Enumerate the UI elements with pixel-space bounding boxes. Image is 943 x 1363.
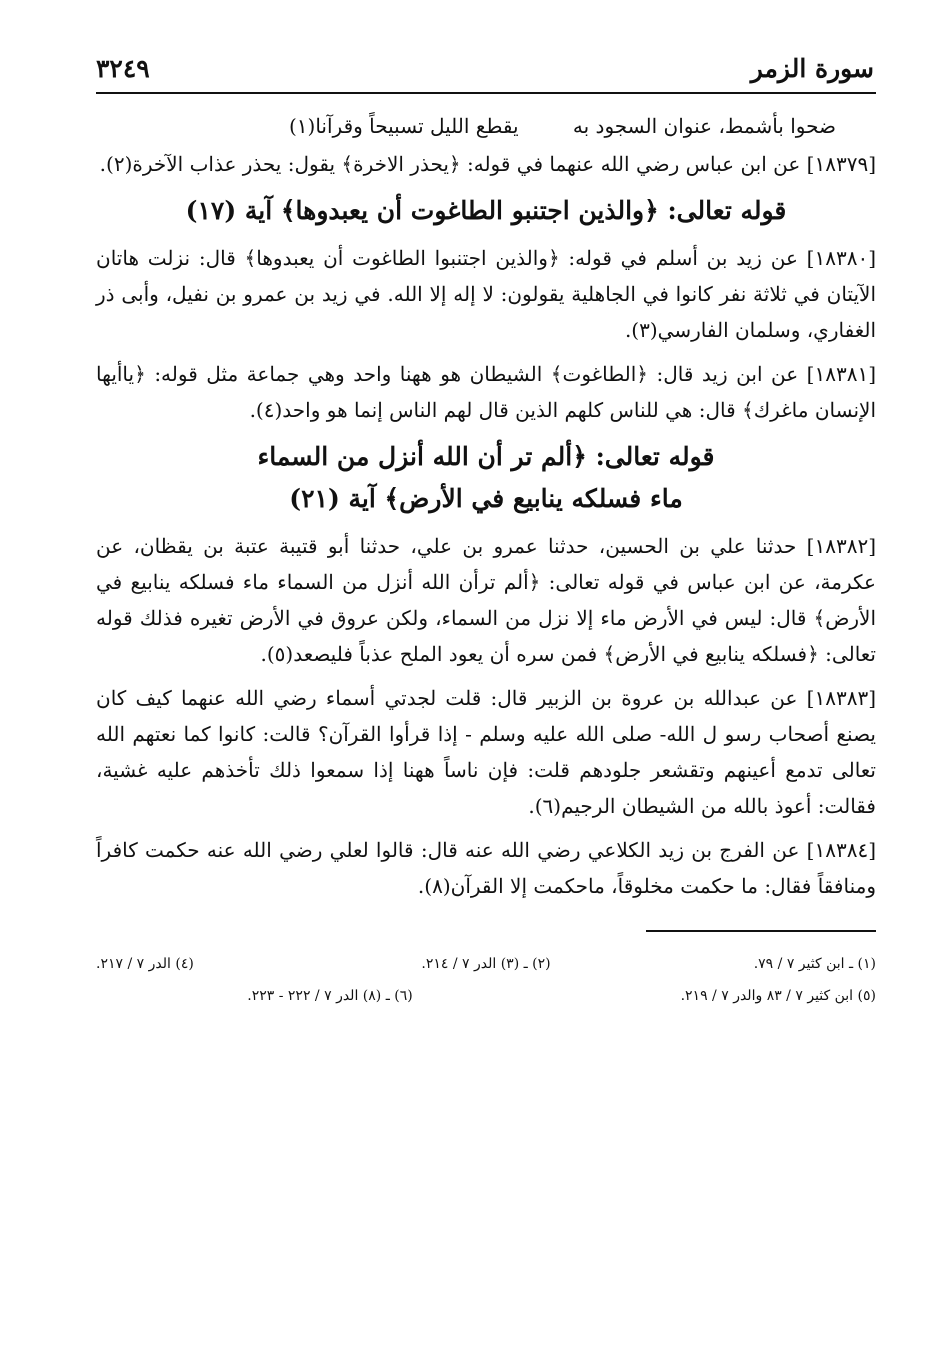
book-page [96,48,876,1328]
hadith-18379: [١٨٣٧٩] عن ابن عباس رضي الله عنهما في قوله: ﴿يحذر الاخرة﴾ يقول: يحذر عذاب الآخرة(٢). [99,152,876,176]
heading-line-1: قوله تعالى: ﴿ألم تر أن الله أنزل من السماء [257,442,715,471]
section-heading-verse-17: قوله تعالى: ﴿والذين اجتنبو الطاغوت أن يعبدوها﴾ آية (١٧) [185,196,787,225]
poem-verse [96,108,876,144]
page-header [96,48,876,94]
hadith-18381: [١٨٣٨١] عن ابن زيد قال: ﴿الطاغوت﴾ الشيطان هو ههنا واحد وهي جماعة مثل قوله: ﴿ياأيها الإنسان ماغرك﴾ قال: هي للناس كلهم الذين قال لهم الناس إنما هو واحد(٤). [96,362,876,422]
poem-hemistich-1: ضحوا بأشمط، عنوان السجود به [572,114,836,138]
section-heading-verse-21 [96,436,876,520]
footnote-1: (١) ـ ابن كثير ٧ / ٧٩. [753,956,876,972]
page-body [96,108,876,1010]
footnote-2-3: (٢) ـ (٣) الدر ٧ / ٢١٤. [421,956,551,972]
footnote-row-2 [96,982,876,1010]
footnote-row-1 [96,950,876,978]
hadith-18383: [١٨٣٨٣] عن عبدالله بن عروة بن الزبير قال: قلت لجدتي أسماء رضي الله عنهما كيف كان يصنع أصحاب رسو ل الله- صلى الله عليه وسلم - إذا قرأوا القرآن؟ قالت: كانوا كما نعتهم الله تعالى تدمع أعينهم وتقشعر جلودهم قلت: فإن ناساً ههنا إذا سمعوا ذلك تأخذهم عليه غشية، فقالت: أعوذ بالله من الشيطان الرجيم(٦). [96,686,876,818]
footnote-6-8: (٦) ـ (٨) الدر ٧ / ٢٢٢ - ٢٢٣. [247,988,413,1004]
footnote-5: (٥) ابن كثير ٧ / ٨٣ والدر ٧ / ٢١٩. [680,988,876,1004]
hadith-18384: [١٨٣٨٤] عن الفرج بن زيد الكلاعي رضي الله عنه قال: قالوا لعلي رضي الله عنه حكمت كافراً ومنافقاً فقال: ما حكمت مخلوقاً، ماحكمت إلا القرآن(٨). [96,838,876,898]
hadith-18380: [١٨٣٨٠] عن زيد بن أسلم في قوله: ﴿والذين اجتنبوا الطاغوت أن يعبدوها﴾ قال: نزلت هاتان الآيتان في ثلاثة نفر كانوا في الجاهلية يقولون: لا إله إلا الله. في زيد بن عمرو بن نفيل، وأبى ذر الغفاري، وسلمان الفارسي(٣). [96,246,876,342]
footnote-separator [646,930,876,932]
surah-title: سورة الزمر [750,54,874,83]
heading-line-2: ماء فسلكه ينابيع في الأرض﴾ آية (٢١) [289,484,683,513]
footnote-4: (٤) الدر ٧ / ٢١٧. [96,956,194,972]
poem-hemistich-2: يقطع الليل تسبيحاً وقرآنا(١) [288,114,519,138]
page-number: ٣٢٤٩ [96,54,150,83]
hadith-18382: [١٨٣٨٢] حدثنا علي بن الحسين، حدثنا عمرو بن علي، حدثنا أبو قتيبة عتبة بن يقظان، عن عكرمة، عن ابن عباس في قوله تعالى: ﴿ألم ترأن الله أنزل من السماء ماء فسلكه ينابيع في الأرض﴾ قال: ليس في الأرض ماء إلا نزل من السماء، ولكن عروق في الأرض تغيره فذلك قوله تعالى: ﴿فسلكه ينابيع في الأرض﴾ فمن سره أن يعود الملح عذباً فليصعد(٥). [96,534,876,666]
